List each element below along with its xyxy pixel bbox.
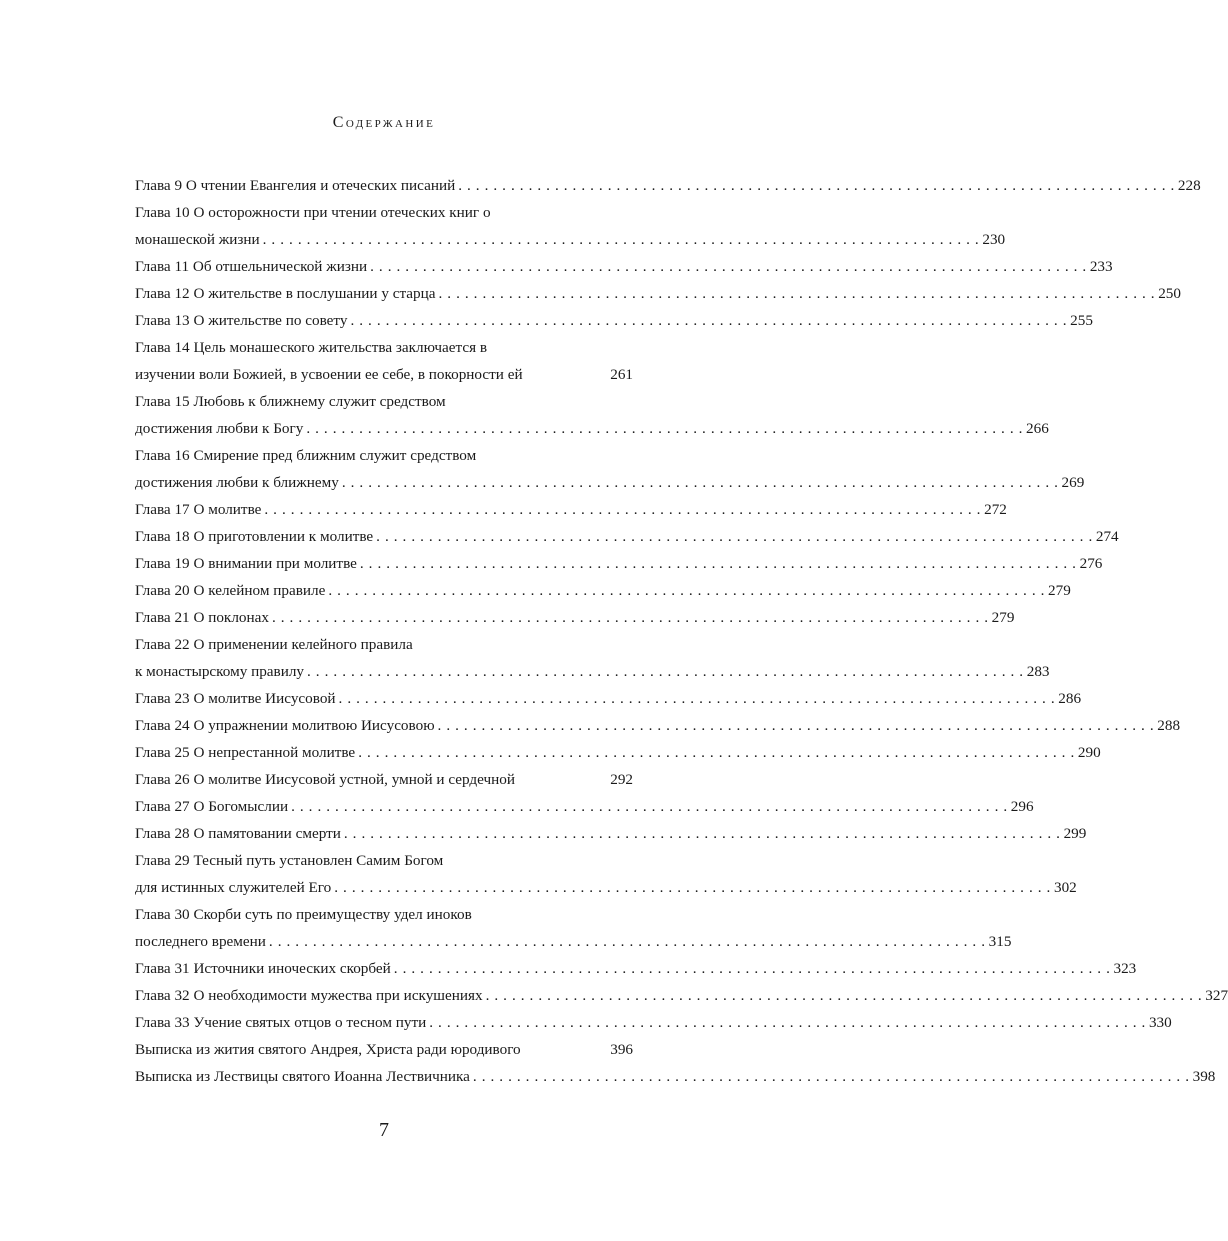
toc-entry [135, 631, 633, 658]
toc-entry-page: 274 [1095, 528, 1119, 545]
toc-entry-title: Глава 27 О Богомыслии [135, 798, 289, 815]
toc-entry-page: 299 [1063, 825, 1087, 842]
toc-dot-leader [328, 577, 1045, 604]
toc-dot-leader [291, 793, 1008, 820]
toc-entry-page: 250 [1158, 285, 1181, 302]
toc-entry-title: Глава 29 Тесный путь установлен Самим Богом [135, 852, 444, 869]
toc-entry-page: 330 [1148, 1014, 1172, 1031]
toc-entry [135, 496, 1007, 523]
toc-entry [135, 739, 1101, 766]
toc-entry-page: 323 [1113, 960, 1137, 977]
toc-entry [135, 577, 1071, 604]
toc-dot-leader [344, 820, 1061, 847]
toc-entry [135, 658, 1050, 685]
toc-dot-leader [307, 658, 1024, 685]
toc-entry [135, 388, 633, 415]
toc-entry-title: Глава 12 О жительстве в послушании у старца [135, 285, 436, 302]
toc-entry-page: 279 [991, 609, 1015, 626]
toc-entry-title: Глава 22 О применении келейного правила [135, 636, 413, 653]
page-number: 7 [379, 1119, 389, 1141]
toc-entry [135, 874, 1077, 901]
toc-dot-leader [264, 496, 981, 523]
toc-dot-leader [334, 874, 1051, 901]
toc-entry-page: 269 [1061, 474, 1085, 491]
toc-entry-title: монашеской жизни [135, 231, 260, 248]
toc-entry-page: 261 [610, 366, 634, 383]
toc-entry-title: изучении воли Божией, в усвоении ее себе, в покорности ей [135, 366, 523, 383]
toc-entry-title: Глава 33 Учение святых отцов о тесном пути [135, 1014, 427, 1031]
toc-entry-title: Глава 13 О жительстве по совету [135, 312, 348, 329]
table-of-contents [135, 172, 1228, 1090]
toc-dot-leader [269, 928, 986, 955]
toc-entry-title: Глава 11 Об отшельнической жизни [135, 258, 368, 275]
toc-entry-page: 266 [1026, 420, 1049, 437]
toc-entry-title: Глава 17 О молитве [135, 501, 262, 518]
toc-entry-page: 288 [1157, 717, 1181, 734]
toc-entry-page: 315 [988, 933, 1012, 950]
toc-entry [135, 280, 1181, 307]
toc-entry-title: Выписка из жития святого Андрея, Христа ради юродивого [135, 1041, 521, 1058]
toc-entry [135, 172, 1201, 199]
toc-dot-leader [342, 469, 1059, 496]
toc-entry [135, 226, 1006, 253]
toc-entry-title: Глава 28 О памятовании смерти [135, 825, 341, 842]
toc-entry-page: 228 [1177, 177, 1201, 194]
toc-entry [135, 361, 633, 388]
toc-dot-leader [394, 955, 1111, 982]
toc-entry-title: Глава 16 Смирение пред ближним служит средством [135, 447, 477, 464]
toc-entry [135, 415, 1049, 442]
toc-entry [135, 469, 1085, 496]
toc-entry-title: последнего времени [135, 933, 266, 950]
toc-dot-leader [339, 685, 1056, 712]
toc-entry [135, 253, 1113, 280]
toc-dot-leader [376, 523, 1093, 550]
toc-dot-leader [438, 280, 1155, 307]
toc-dot-leader [272, 604, 989, 631]
page-title: Содержание [332, 114, 436, 131]
toc-entry [135, 1063, 1216, 1090]
toc-entry-title: Глава 26 О молитве Иисусовой устной, умной и сердечной [135, 771, 515, 788]
toc-entry [135, 847, 633, 874]
toc-entry-title: Глава 32 О необходимости мужества при искушениях [135, 987, 483, 1004]
toc-entry-title: достижения любви к Богу [135, 420, 304, 437]
toc-dot-leader [358, 739, 1075, 766]
toc-entry [135, 604, 1015, 631]
toc-entry-page: 233 [1089, 258, 1113, 275]
toc-entry [135, 820, 1087, 847]
toc-entry-page: 276 [1079, 555, 1103, 572]
toc-entry-page: 286 [1058, 690, 1082, 707]
toc-dot-leader [429, 1009, 1146, 1036]
toc-entry-title: достижения любви к ближнему [135, 474, 339, 491]
toc-entry-page: 230 [982, 231, 1006, 248]
toc-entry-title: для истинных служителей Его [135, 879, 332, 896]
toc-dot-leader [486, 982, 1203, 1009]
toc-dot-leader [473, 1063, 1190, 1090]
toc-entry-page: 398 [1192, 1068, 1216, 1085]
toc-entry [135, 955, 1137, 982]
toc-entry [135, 199, 633, 226]
toc-entry [135, 901, 633, 928]
toc-entry [135, 442, 633, 469]
toc-entry-page: 272 [984, 501, 1007, 518]
toc-entry-title: Глава 30 Скорби суть по преимуществу удел иноков [135, 906, 472, 923]
toc-entry [135, 550, 1103, 577]
toc-dot-leader [370, 253, 1087, 280]
toc-entry-title: Выписка из Лествицы святого Иоанна Лествичника [135, 1068, 470, 1085]
toc-entry-title: Глава 19 О внимании при молитве [135, 555, 357, 572]
toc-entry-title: Глава 25 О непрестанной молитве [135, 744, 356, 761]
toc-entry-title: Глава 15 Любовь к ближнему служит средством [135, 393, 446, 410]
toc-entry-title: Глава 10 О осторожности при чтении отеческих книг о [135, 204, 491, 221]
toc-entry-title: Глава 14 Цель монашеского жительства заключается в [135, 339, 488, 356]
toc-entry-title: к монастырскому правилу [135, 663, 305, 680]
toc-entry-title: Глава 20 О келейном правиле [135, 582, 326, 599]
toc-entry [135, 766, 633, 793]
toc-dot-leader [360, 550, 1077, 577]
toc-entry [135, 793, 1034, 820]
toc-entry-title: Глава 24 О упражнении молитвою Иисусовою [135, 717, 435, 734]
toc-entry-title: Глава 18 О приготовлении к молитве [135, 528, 374, 545]
toc-entry [135, 982, 1228, 1009]
toc-entry-page: 292 [610, 771, 633, 788]
toc-entry [135, 928, 1012, 955]
toc-entry-title: Глава 9 О чтении Евангелия и отеческих писаний [135, 177, 456, 194]
toc-dot-leader [458, 172, 1175, 199]
toc-entry-title: Глава 23 О молитве Иисусовой [135, 690, 336, 707]
toc-entry-title: Глава 31 Источники иноческих скорбей [135, 960, 391, 977]
toc-entry [135, 712, 1181, 739]
toc-entry-page: 255 [1070, 312, 1093, 329]
toc-entry [135, 523, 1119, 550]
toc-entry-page: 279 [1048, 582, 1071, 599]
toc-entry-title: Глава 21 О поклонах [135, 609, 269, 626]
toc-entry-page: 283 [1026, 663, 1050, 680]
toc-entry-page: 302 [1053, 879, 1077, 896]
toc-entry [135, 1036, 633, 1063]
toc-dot-leader [263, 226, 980, 253]
toc-dot-leader [350, 307, 1067, 334]
toc-entry-page: 396 [610, 1041, 633, 1058]
toc-entry [135, 1009, 1172, 1036]
toc-dot-leader [438, 712, 1155, 739]
toc-entry-page: 296 [1010, 798, 1034, 815]
toc-entry-page: 327 [1205, 987, 1228, 1004]
toc-entry [135, 685, 1082, 712]
toc-entry [135, 334, 633, 361]
toc-entry [135, 307, 1093, 334]
toc-entry-page: 290 [1077, 744, 1101, 761]
toc-dot-leader [306, 415, 1023, 442]
